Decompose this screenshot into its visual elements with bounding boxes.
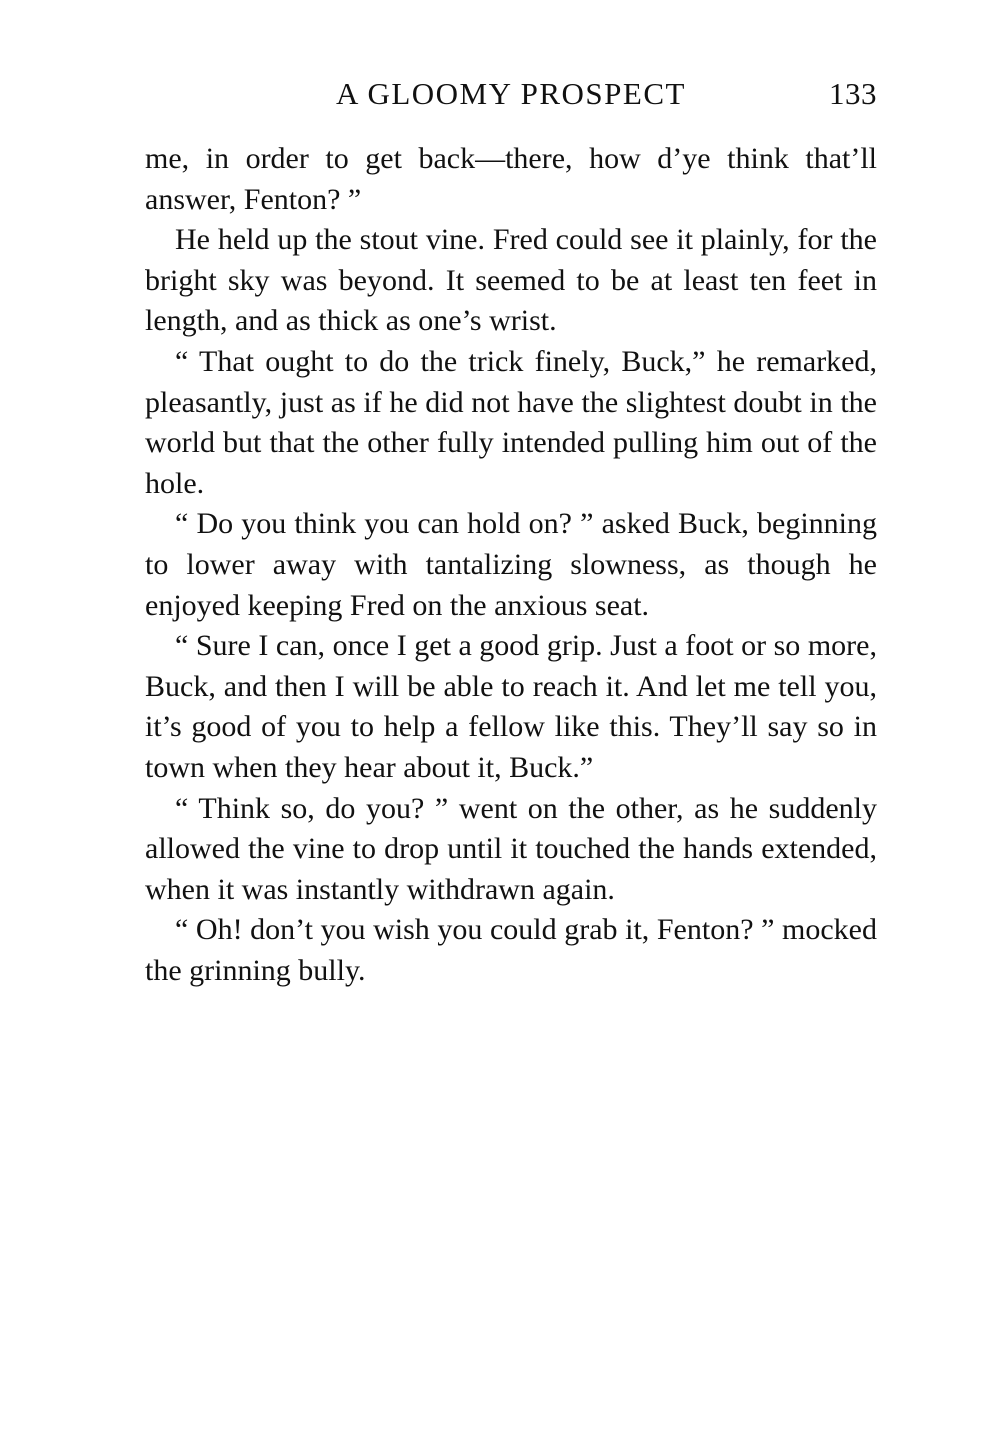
page-number: 133 xyxy=(829,76,877,111)
paragraph: “ That ought to do the trick finely, Buck,” he remarked, pleasantly, just as if he did not have the slightest doubt in the world but that the other fully intended pulling him out of the hole. xyxy=(145,344,877,500)
paragraph: He held up the stout vine. Fred could see it plainly, for the bright sky was beyond. It seemed to be at least ten feet in length, and as thick as one’s wrist. xyxy=(145,223,877,338)
paragraph: “ Do you think you can hold on? ” asked Buck, beginning to lower away with tantalizing slowness, as though he enjoyed keeping Fred on the anxious seat. xyxy=(145,507,877,622)
paragraph: me, in order to get back—there, how d’ye think that’ll answer, Fenton? ” xyxy=(145,142,877,216)
paragraph: “ Sure I can, once I get a good grip. Just a foot or so more, Buck, and then I will be able to reach it. And let me tell you, it’s good of you to help a fellow like this. They’ll say so in town when they hear about it, Buck.” xyxy=(145,629,877,784)
paragraph: “ Oh! don’t you wish you could grab it, Fenton? ” mocked the grinning bully. xyxy=(145,913,877,987)
paragraph: “ Think so, do you? ” went on the other, as he suddenly allowed the vine to drop until it touched the hands extended, when it was instantly withdrawn again. xyxy=(145,791,877,906)
running-title: A GLOOMY PROSPECT xyxy=(336,76,686,111)
body-text xyxy=(145,139,877,991)
running-head xyxy=(145,76,877,120)
